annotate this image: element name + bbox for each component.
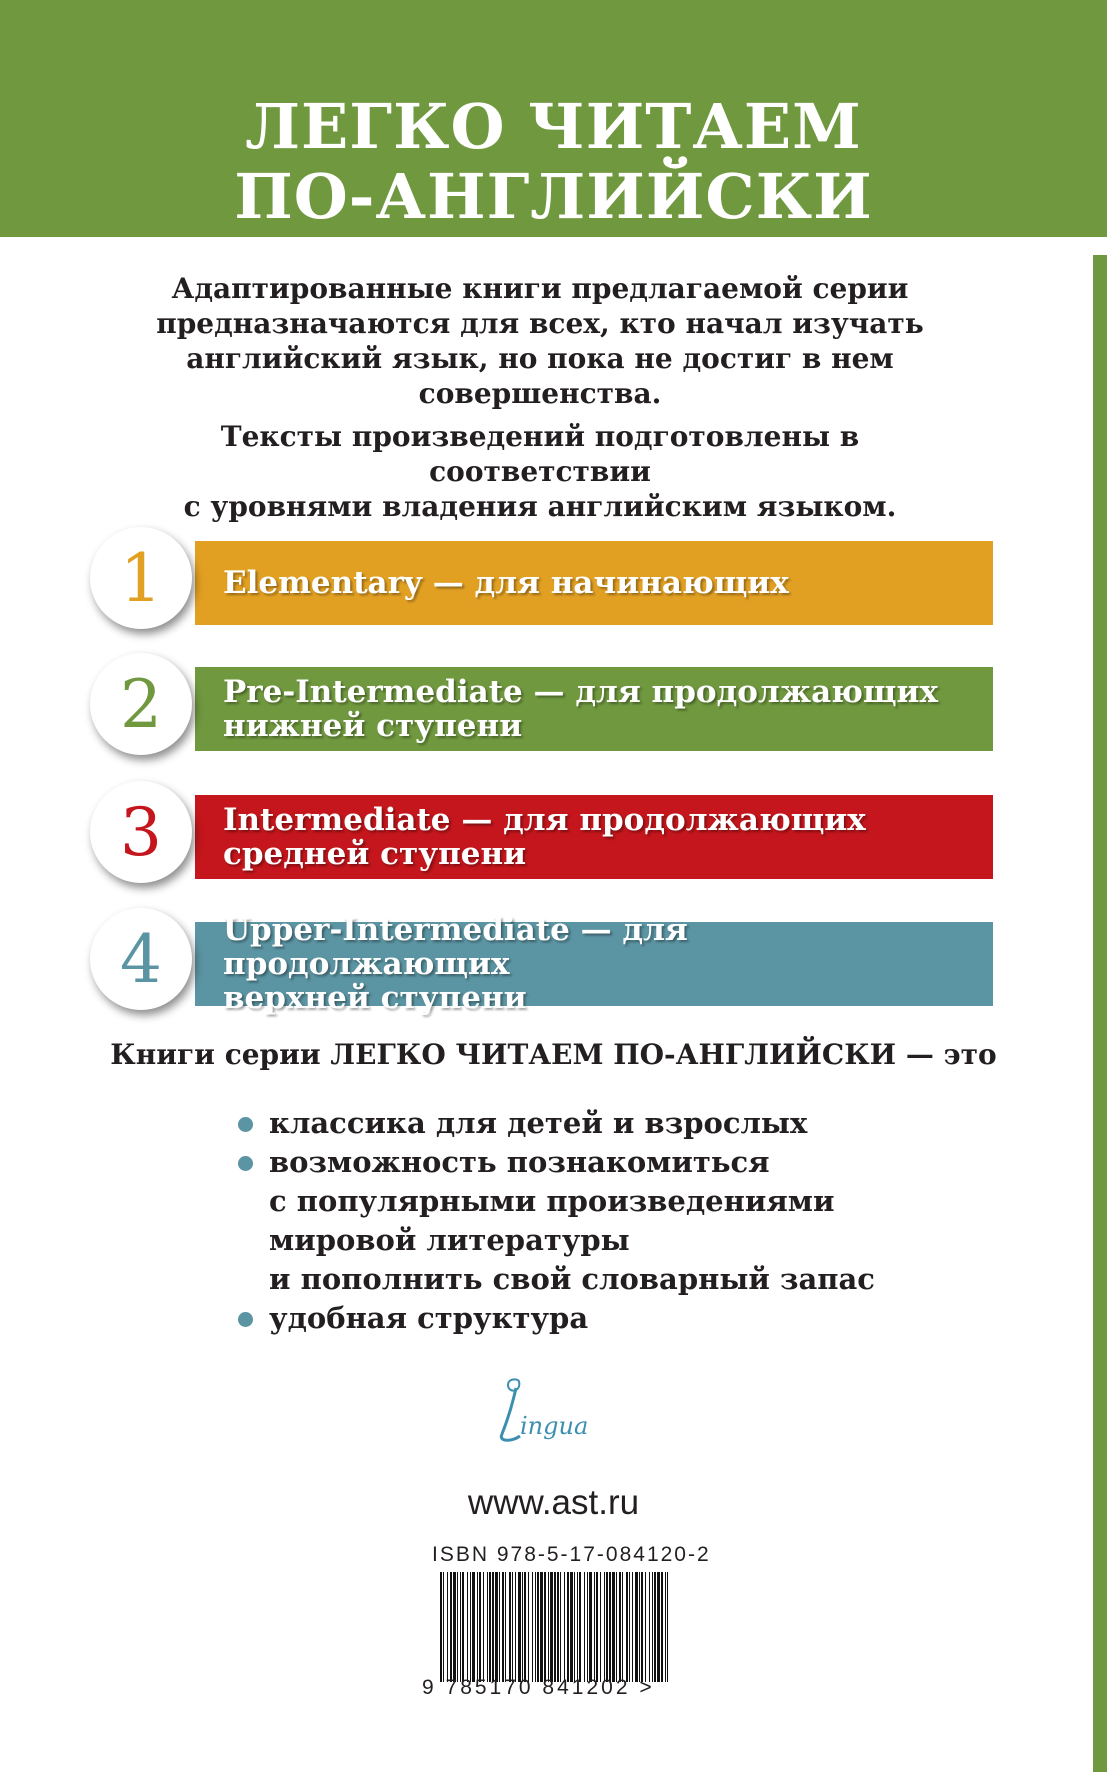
barcode-bar [622, 1572, 623, 1682]
intro-line: Тексты произведений подготовлены в соответствии [220, 420, 860, 488]
spine-edge [1093, 255, 1107, 1772]
barcode-bar [661, 1572, 663, 1682]
feature-item [238, 1143, 998, 1299]
series-title-line2: ПО-АНГЛИЙСКИ [234, 160, 873, 233]
intro-line: Адаптированные книги предлагаемой серии [171, 272, 909, 305]
barcode-bar [477, 1572, 478, 1682]
barcode-bar [641, 1572, 643, 1682]
barcode-bar [557, 1572, 559, 1682]
level-bar-4 [120, 912, 993, 1016]
barcode-bar [502, 1572, 504, 1682]
level-label-1 [223, 566, 985, 600]
level-bar-2 [120, 666, 993, 751]
level-bar-1 [120, 540, 993, 625]
barcode-bar [524, 1572, 526, 1682]
level-number-badge-1: 1 [90, 527, 192, 629]
barcode-bar [626, 1572, 628, 1682]
intro-paragraph-2 [120, 419, 960, 524]
feature-line: удобная структура [269, 1301, 589, 1335]
barcode-bar [579, 1572, 581, 1682]
barcode-bar [616, 1572, 617, 1682]
barcode-bar [509, 1572, 511, 1682]
barcode-bar [560, 1572, 561, 1682]
barcode-bar [604, 1572, 605, 1682]
barcode-bar [472, 1572, 475, 1682]
bullet-icon [238, 1117, 253, 1132]
level-label-line: Intermediate — для продолжающих [223, 802, 866, 838]
intro-line: английский язык, но пока не достиг в нем [186, 342, 894, 375]
series-title-line1: ЛЕГКО ЧИТАЕМ [245, 90, 862, 163]
barcode-bar [635, 1572, 638, 1682]
isbn-number: ISBN 978-5-17-084120-2 [432, 1543, 711, 1566]
barcode-bar [649, 1572, 650, 1682]
svg-text:ingua: ingua [520, 1412, 589, 1440]
level-label-line: средней ступени [223, 836, 527, 872]
barcode-bar [460, 1572, 461, 1682]
barcode-bar [492, 1572, 494, 1682]
feature-item [238, 1104, 998, 1143]
barcode-bar [612, 1572, 615, 1682]
feature-line: мировой литературы [269, 1223, 630, 1257]
barcode-bar [462, 1572, 464, 1682]
barcode-bar [629, 1572, 630, 1682]
level-number-badge-2: 2 [90, 653, 192, 755]
barcode-bar [554, 1572, 556, 1682]
intro-line: с уровнями владения английским языком. [183, 490, 897, 523]
level-bar-3 [120, 794, 993, 879]
bullet-icon [238, 1156, 253, 1171]
barcode-bar [584, 1572, 585, 1682]
barcode-bar [600, 1572, 601, 1682]
intro-line: предназначаются для всех, кто начал изучать [156, 307, 924, 340]
barcode-bar [652, 1572, 653, 1682]
barcode-bar [548, 1572, 549, 1682]
barcode-bar [632, 1572, 633, 1682]
barcode-bar [645, 1572, 646, 1682]
barcode-bar [589, 1572, 592, 1682]
barcode-bar [594, 1572, 595, 1682]
barcode-bar [522, 1572, 523, 1682]
lingua-logo [490, 1372, 620, 1452]
barcode-bar [499, 1572, 500, 1682]
barcode-bar [639, 1572, 640, 1682]
barcode-bar [453, 1572, 456, 1682]
intro-line: совершенства. [418, 377, 662, 410]
barcode-bar [512, 1572, 513, 1682]
series-description: Книги серии ЛЕГКО ЧИТАЕМ ПО-АНГЛИЙСКИ — это [110, 1038, 997, 1071]
barcode-bar [596, 1572, 598, 1682]
level-number-badge-3: 3 [90, 781, 192, 883]
intro-paragraph-1 [120, 271, 960, 411]
feature-line: возможность познакомиться [269, 1145, 770, 1179]
level-label-line: Upper-Intermediate — для продолжающих [223, 912, 688, 982]
barcode-bar [619, 1572, 621, 1682]
barcode-bar [537, 1572, 539, 1682]
barcode-bar [606, 1572, 608, 1682]
barcode-image [440, 1572, 668, 1682]
level-label-4 [223, 913, 985, 1015]
bullet-icon [238, 1312, 253, 1327]
barcode-bar [665, 1572, 666, 1682]
level-label-line: Elementary — для начинающих [223, 565, 789, 601]
barcode-bar [505, 1572, 506, 1682]
barcode-bar [667, 1572, 668, 1682]
series-title [0, 92, 1107, 232]
barcode-bar [657, 1572, 660, 1682]
barcode-bar [518, 1572, 521, 1682]
barcode-bar [587, 1572, 588, 1682]
feature-item [238, 1299, 998, 1338]
barcode-bar [440, 1572, 442, 1682]
barcode-bar [532, 1572, 533, 1682]
feature-list [238, 1104, 998, 1338]
barcode-bar [540, 1572, 543, 1682]
barcode-bar [577, 1572, 578, 1682]
barcode-digits: 9 785170 841202 > [422, 1676, 655, 1699]
barcode-bar [479, 1572, 481, 1682]
feature-line: классика для детей и взрослых [269, 1106, 808, 1140]
barcode-bar [443, 1572, 444, 1682]
barcode-bar [654, 1572, 656, 1682]
level-label-line: Pre-Intermediate — для продолжающих [223, 674, 938, 710]
feature-line: с популярными произведениями [269, 1184, 835, 1218]
barcode-bar [564, 1572, 565, 1682]
barcode-bar [515, 1572, 516, 1682]
barcode-bar [489, 1572, 491, 1682]
level-number-badge-4: 4 [90, 908, 192, 1010]
barcode-bar [483, 1572, 484, 1682]
barcode-bar [450, 1572, 452, 1682]
barcode-bar [550, 1572, 553, 1682]
barcode-bar [567, 1572, 569, 1682]
barcode-bar [457, 1572, 458, 1682]
barcode-bar [495, 1572, 498, 1682]
level-label-3 [223, 803, 985, 871]
barcode-bar [544, 1572, 546, 1682]
barcode-bar [447, 1572, 448, 1682]
website-url: www.ast.ru [467, 1483, 640, 1522]
barcode-bar [609, 1572, 611, 1682]
barcode-bar [574, 1572, 575, 1682]
barcode-bar [470, 1572, 471, 1682]
barcode-bar [528, 1572, 529, 1682]
level-label-2 [223, 675, 985, 743]
barcode-bar [487, 1572, 488, 1682]
level-label-line: верхней ступени [223, 980, 527, 1016]
feature-line: и пополнить свой словарный запас [269, 1262, 875, 1296]
barcode-bar [570, 1572, 573, 1682]
barcode-bar [467, 1572, 468, 1682]
barcode-bar [535, 1572, 536, 1682]
level-label-line: нижней ступени [223, 708, 523, 744]
